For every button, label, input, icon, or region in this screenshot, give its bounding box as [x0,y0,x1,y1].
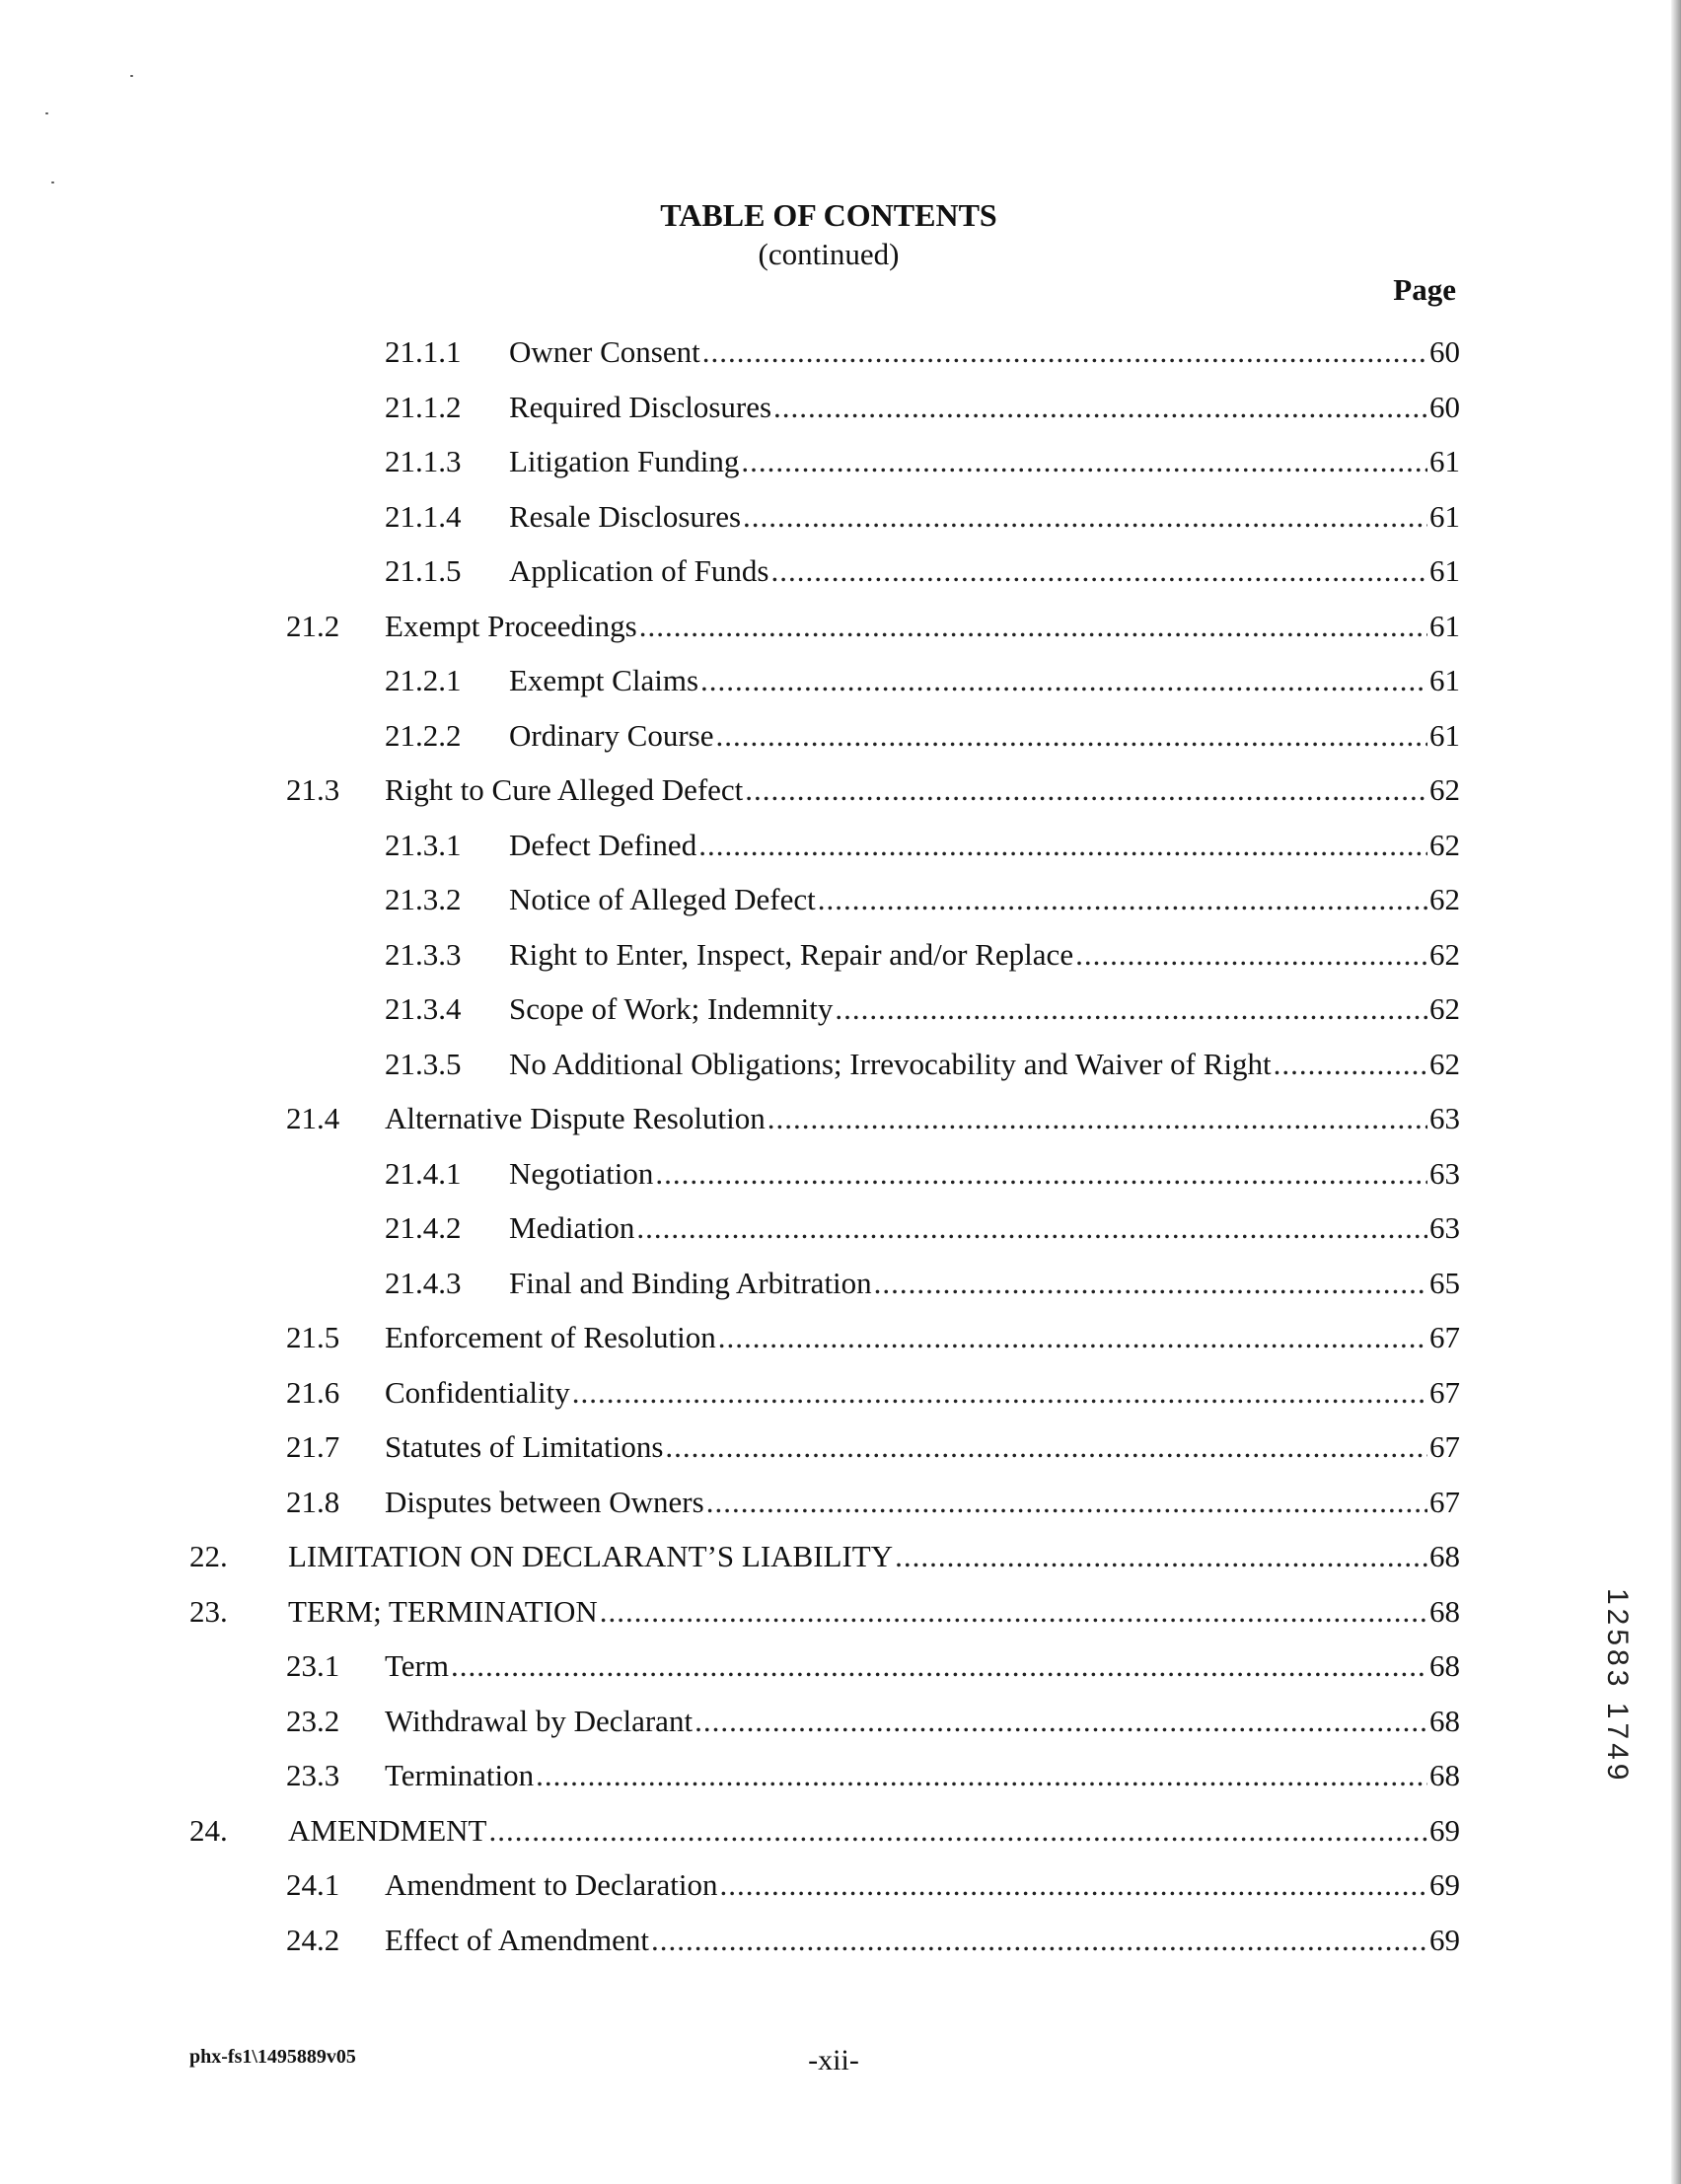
page-column-label: Page [1393,272,1456,307]
toc-entry-number: 21.3.5 [385,1046,462,1081]
toc-entry-title: Right to Enter, Inspect, Repair and/or Replace [509,936,1074,972]
dot-leader [702,334,1427,370]
toc-entry-number: 21.1.2 [385,389,462,424]
margin-stamp-text: 12583 1749 [1601,1588,1634,1784]
margin-stamp [1600,1588,1640,1855]
dot-leader [698,828,1427,863]
toc-entry-number: 21.2.2 [385,717,462,753]
toc-entry-title: Effect of Amendment [385,1922,650,1957]
toc-entry [0,495,1681,550]
toc-entry-page: 61 [1429,717,1460,753]
toc-entry [0,605,1681,660]
toc-entry-page: 62 [1429,936,1460,972]
toc-entry [0,933,1681,988]
toc-entry-line [385,1375,1460,1411]
toc-entry-line [385,1923,1460,1958]
toc-entry-line [385,1485,1460,1520]
toc-entry-number: 24.1 [286,1867,340,1902]
dot-leader [655,1156,1427,1192]
toc-entry-title: Confidentiality [385,1374,570,1410]
toc-entry-page: 68 [1429,1539,1460,1573]
toc-entry [0,659,1681,714]
toc-entry-number: 24.2 [286,1922,340,1957]
toc-entry-line [509,390,1460,425]
dot-leader [706,1485,1427,1520]
toc-entry-page: 69 [1429,1867,1460,1902]
toc-entry-page: 68 [1429,1758,1460,1792]
toc-entry [0,1371,1681,1426]
toc-entry-title: Resale Disclosures [509,498,742,534]
toc-entry-line [509,1047,1460,1082]
toc-entry-number: 21.3.4 [385,991,462,1026]
toc-entry-line [509,828,1460,863]
toc-entry [0,1919,1681,1974]
toc-entry-page: 60 [1429,334,1460,369]
dot-leader [773,390,1427,425]
toc-entry-line [509,1156,1460,1192]
toc-entry-number: 21.4.2 [385,1210,462,1245]
toc-entry-title: Ordinary Course [509,717,714,753]
dot-leader [636,1210,1427,1246]
toc-entry-page: 69 [1429,1812,1460,1848]
toc-entry-number: 23.3 [286,1758,340,1792]
toc-entry [0,1152,1681,1207]
toc-entry-number: 21.2 [286,608,340,643]
dot-leader [745,772,1427,808]
toc-entry [0,1425,1681,1481]
toc-entry-line [385,1704,1460,1739]
toc-entry-title: Amendment to Declaration [385,1867,718,1902]
toc-entry [0,1316,1681,1371]
dot-leader [489,1813,1428,1849]
toc-entry [0,1644,1681,1700]
toc-entry-page: 62 [1429,827,1460,862]
toc-entry-title: Final and Binding Arbitration [509,1265,872,1300]
dot-leader [743,499,1427,535]
toc-entry-number: 21.3.3 [385,936,462,972]
toc-entry-title: Termination [385,1758,535,1792]
toc-entry-number: 22. [189,1539,228,1573]
toc-title: TABLE OF CONTENTS [660,197,997,233]
toc-entry-title: Defect Defined [509,827,697,862]
scan-speck [130,75,133,77]
toc-entry-title: LIMITATION ON DECLARANT’S LIABILITY [288,1539,894,1573]
toc-entry [0,440,1681,495]
toc-entry-line [385,1758,1460,1793]
toc-entry-page: 63 [1429,1101,1460,1135]
toc-entry-title: Mediation [509,1210,635,1245]
scan-speck [51,182,54,183]
toc-entry [0,1481,1681,1536]
dot-leader [835,991,1427,1027]
dot-leader [639,609,1427,644]
toc-entry-line [385,1101,1460,1136]
toc-entry-number: 21.3 [286,772,340,807]
toc-entry-title: Application of Funds [509,553,769,588]
toc-entry-line [385,1648,1460,1684]
toc-entry-line [288,1813,1460,1849]
toc-entry-number: 23.2 [286,1703,340,1738]
toc-entry [0,1809,1681,1864]
toc-entry-line [509,1266,1460,1301]
toc-entry [0,824,1681,879]
dot-leader [741,444,1427,479]
dot-leader [700,663,1427,698]
toc-entry-line [385,1867,1460,1903]
toc-entry-page: 65 [1429,1265,1460,1300]
toc-entry-number: 23. [189,1593,228,1629]
toc-entry-line [509,444,1460,479]
page-number: -xii- [808,2044,859,2076]
toc-entry-title: AMENDMENT [288,1812,487,1848]
toc-entry-page: 61 [1429,663,1460,697]
dot-leader [767,1101,1427,1136]
toc-entry-line [385,609,1460,644]
toc-entry-number: 24. [189,1812,228,1848]
toc-entry-page: 61 [1429,608,1460,643]
toc-entry [0,1535,1681,1590]
toc-entry [0,878,1681,933]
toc-entry-number: 21.4 [286,1101,340,1135]
toc-entry-number: 21.3.2 [385,882,462,916]
dot-leader [451,1648,1427,1684]
toc-entry-title: Statutes of Limitations [385,1429,664,1464]
toc-entry-title: Enforcement of Resolution [385,1320,716,1354]
toc-entry-page: 62 [1429,882,1460,916]
toc-entry-line [509,991,1460,1027]
toc-entry-line [509,937,1460,973]
toc-entry-number: 21.5 [286,1320,340,1354]
toc-entry-number: 23.1 [286,1648,340,1683]
dot-leader [572,1375,1427,1411]
dot-leader [895,1539,1427,1574]
dot-leader [1075,937,1427,973]
dot-leader [651,1923,1427,1958]
toc-entry-page: 69 [1429,1922,1460,1957]
toc-entry [0,330,1681,386]
toc-entry-title: Scope of Work; Indemnity [509,991,834,1026]
dot-leader [536,1758,1427,1793]
toc-entry-title: Litigation Funding [509,444,740,478]
toc-entry-number: 21.3.1 [385,827,462,862]
toc-entry-number: 21.1.1 [385,334,462,369]
toc-subtitle: (continued) [758,237,900,271]
toc-entry-line [509,1210,1460,1246]
toc-entry-title: Owner Consent [509,334,700,369]
toc-entry-page: 62 [1429,991,1460,1026]
toc-entry-page: 67 [1429,1484,1460,1519]
toc-entry [0,549,1681,605]
toc-entry-title: Disputes between Owners [385,1484,704,1519]
toc-entry-title: Withdrawal by Declarant [385,1703,694,1738]
toc-entry [0,1754,1681,1809]
toc-entry-page: 62 [1429,1046,1460,1081]
toc-entry-page: 67 [1429,1320,1460,1354]
toc-entry-page: 63 [1429,1210,1460,1245]
toc-entry-page: 61 [1429,444,1460,478]
dot-leader [694,1704,1427,1739]
toc-entry-line [385,1429,1460,1465]
toc-entry-number: 21.1.3 [385,444,462,478]
toc-entry-title: No Additional Obligations; Irrevocability and Waiver of Right [509,1046,1272,1081]
toc-entry-title: Required Disclosures [509,389,772,424]
toc-entry-page: 61 [1429,498,1460,534]
toc-entry [0,1206,1681,1262]
toc-entry-page: 62 [1429,772,1460,807]
scan-speck [45,112,48,114]
toc-entry-number: 21.6 [286,1374,340,1410]
dot-leader [874,1266,1427,1301]
toc-entry-number: 21.1.4 [385,498,462,534]
toc-entry-number: 21.8 [286,1484,340,1519]
toc-entry-line [509,663,1460,698]
toc-entry-number: 21.4.3 [385,1265,462,1300]
toc-entry-line [509,553,1460,589]
dot-leader [600,1594,1427,1630]
toc-entry-title: Right to Cure Alleged Defect [385,772,744,807]
toc-entry-title: Notice of Alleged Defect [509,882,816,916]
toc-entry-line [509,499,1460,535]
toc-entry [0,1590,1681,1645]
toc-entry [0,1863,1681,1919]
toc-entry-page: 60 [1429,389,1460,424]
toc-entry-line [288,1594,1460,1630]
toc-entry-page: 68 [1429,1703,1460,1738]
toc-list [0,330,1681,1973]
toc-entry-page: 61 [1429,553,1460,588]
toc-entry-page: 67 [1429,1429,1460,1464]
toc-entry-number: 21.7 [286,1429,340,1464]
toc-entry-title: Negotiation [509,1155,654,1191]
toc-entry-title: Exempt Proceedings [385,608,637,643]
toc-entry [0,1097,1681,1152]
toc-entry-title: Alternative Dispute Resolution [385,1101,766,1135]
document-id: phx-fs1\1495889v05 [189,2046,356,2068]
dot-leader [818,882,1427,917]
toc-entry-line [509,882,1460,917]
dot-leader [665,1429,1427,1465]
toc-entry-line [288,1539,1460,1574]
dot-leader [771,553,1428,589]
toc-entry-page: 63 [1429,1155,1460,1191]
toc-entry-page: 68 [1429,1648,1460,1683]
toc-entry [0,1700,1681,1755]
toc-entry [0,714,1681,769]
toc-entry [0,1262,1681,1317]
dot-leader [1274,1047,1427,1082]
toc-entry-title: Term [385,1648,449,1683]
toc-entry-number: 21.4.1 [385,1155,462,1191]
dot-leader [715,718,1427,754]
toc-entry-number: 21.2.1 [385,663,462,697]
dot-leader [718,1320,1427,1355]
dot-leader [719,1867,1427,1903]
toc-entry-line [385,772,1460,808]
toc-entry-line [509,718,1460,754]
toc-entry-title: Exempt Claims [509,663,699,697]
toc-entry-title: TERM; TERMINATION [288,1593,598,1629]
toc-entry-line [385,1320,1460,1355]
toc-entry-page: 68 [1429,1593,1460,1629]
toc-entry [0,1043,1681,1098]
toc-entry [0,386,1681,441]
toc-entry-number: 21.1.5 [385,553,462,588]
toc-entry [0,768,1681,824]
toc-entry-page: 67 [1429,1374,1460,1410]
toc-entry [0,987,1681,1043]
toc-entry-line [509,334,1460,370]
